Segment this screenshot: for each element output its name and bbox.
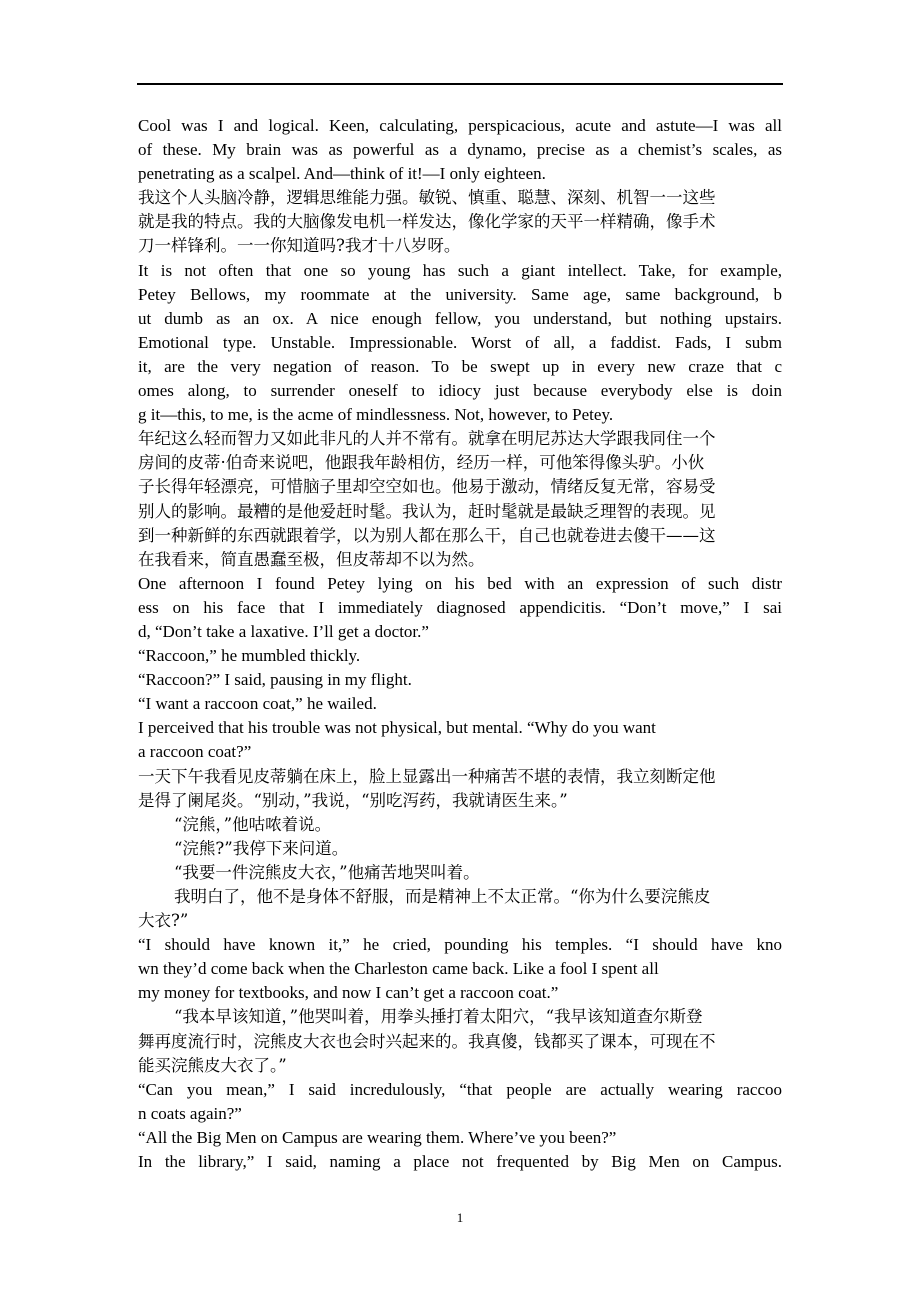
text-line: 在我看来，简直愚蠢至极，但皮蒂却不以为然。: [138, 549, 485, 569]
text-line: 是得了阑尾炎。“别动，”我说，“别吃泻药，我就请医生来。”: [138, 790, 568, 810]
text-line: it, are the very negation of reason. To be swept up in every new craze that c: [138, 356, 782, 376]
text-line: I perceived that his trouble was not physical, but mental. “Why do you want: [138, 718, 656, 738]
header-rule: [137, 83, 783, 85]
text-line: penetrating as a scalpel. And—think of it!—I only eighteen.: [138, 164, 546, 184]
text-line: 年纪这么轻而智力又如此非凡的人并不常有。就拿在明尼苏达大学跟我同住一个: [138, 429, 716, 449]
text-line: 别人的影响。最糟的是他爱赶时髦。我认为，赶时髦就是最缺乏理智的表现。见: [138, 501, 716, 521]
text-line: a raccoon coat?”: [138, 742, 252, 762]
text-line: 到一种新鲜的东西就跟着学，以为别人都在那么干，自己也就卷进去傻干——这: [138, 525, 716, 545]
text-line: Petey Bellows, my roommate at the university. Same age, same background, b: [138, 284, 782, 304]
text-line: “Can you mean,” I said incredulously, “that people are actually wearing raccoo: [138, 1079, 782, 1099]
text-line: wn they’d come back when the Charleston came back. Like a fool I spent all: [138, 959, 659, 979]
text-line: omes along, to surrender oneself to idiocy just because everybody else is doin: [138, 381, 782, 401]
text-line: “Raccoon,” he mumbled thickly.: [138, 646, 361, 666]
text-line: Cool was I and logical. Keen, calculating, perspicacious, acute and astute—I was all: [138, 116, 782, 135]
text-line: “我本早该知道，”他哭叫着，用拳头捶打着太阳穴，“我早该知道查尔斯登: [174, 1007, 703, 1027]
text-line: my money for textbooks, and now I can’t get a raccoon coat.”: [138, 983, 559, 1003]
text-line: “Raccoon?” I said, pausing in my flight.: [138, 670, 412, 690]
text-line: of these. My brain was as powerful as a dynamo, precise as a chemist’s scales, as: [138, 140, 782, 160]
text-line: ut dumb as an ox. A nice enough fellow, you understand, but nothing upstairs.: [138, 308, 782, 328]
text-line: “I want a raccoon coat,” he wailed.: [138, 694, 377, 714]
text-line: “I should have known it,” he cried, pounding his temples. “I should have kno: [138, 935, 782, 955]
text-line: 我这个人头脑冷静，逻辑思维能力强。敏锐、慎重、聪慧、深刻、机智一一这些: [138, 188, 716, 208]
text-line: Emotional type. Unstable. Impressionable. Worst of all, a faddist. Fads, I subm: [138, 332, 782, 352]
text-line: 房间的皮蒂·伯奇来说吧，他跟我年龄相仿，经历一样，可他笨得像头驴。小伙: [138, 453, 705, 473]
document-body: [138, 114, 782, 1174]
text-line: “浣熊?”我停下来问道。: [174, 838, 349, 858]
text-line: 就是我的特点。我的大脑像发电机一样发达，像化学家的天平一样精确，像手术: [138, 212, 716, 232]
text-line: 舞再度流行时，浣熊皮大衣也会时兴起来的。我真傻，钱都买了课本，可现在不: [138, 1031, 716, 1051]
text-line: 能买浣熊皮大衣了。”: [138, 1055, 287, 1075]
text-line: d, “Don’t take a laxative. I’ll get a doctor.”: [138, 621, 429, 641]
text-line: In the library,” I said, naming a place not frequented by Big Men on Campus.: [138, 1152, 782, 1172]
text-line: It is not often that one so young has such a giant intellect. Take, for example,: [138, 260, 782, 280]
text-line: “All the Big Men on Campus are wearing them. Where’ve you been?”: [138, 1127, 617, 1147]
text-line: g it—this, to me, is the acme of mindlessness. Not, however, to Petey.: [138, 405, 614, 425]
text-line: 刀一样锋利。一一你知道吗?我才十八岁呀。: [138, 236, 461, 256]
text-line: “浣熊，”他咕哝着说。: [174, 814, 332, 834]
text-line: ess on his face that I immediately diagnosed appendicitis. “Don’t move,” I sai: [138, 597, 782, 617]
text-line: 子长得年轻漂亮，可惜脑子里却空空如也。他易于激动，情绪反复无常，容易受: [138, 477, 716, 497]
text-line: “我要一件浣熊皮大衣，”他痛苦地哭叫着。: [174, 862, 480, 882]
page-number: 1: [456, 1210, 464, 1225]
text-line: 大衣?”: [138, 911, 189, 931]
text-line: n coats again?”: [138, 1103, 242, 1123]
text-line: One afternoon I found Petey lying on his bed with an expression of such distr: [138, 573, 782, 593]
text-line: 一天下午我看见皮蒂躺在床上，脸上显露出一种痛苦不堪的表情，我立刻断定他: [138, 766, 716, 786]
text-line: 我明白了，他不是身体不舒服，而是精神上不太正常。“你为什么要浣熊皮: [174, 887, 711, 906]
